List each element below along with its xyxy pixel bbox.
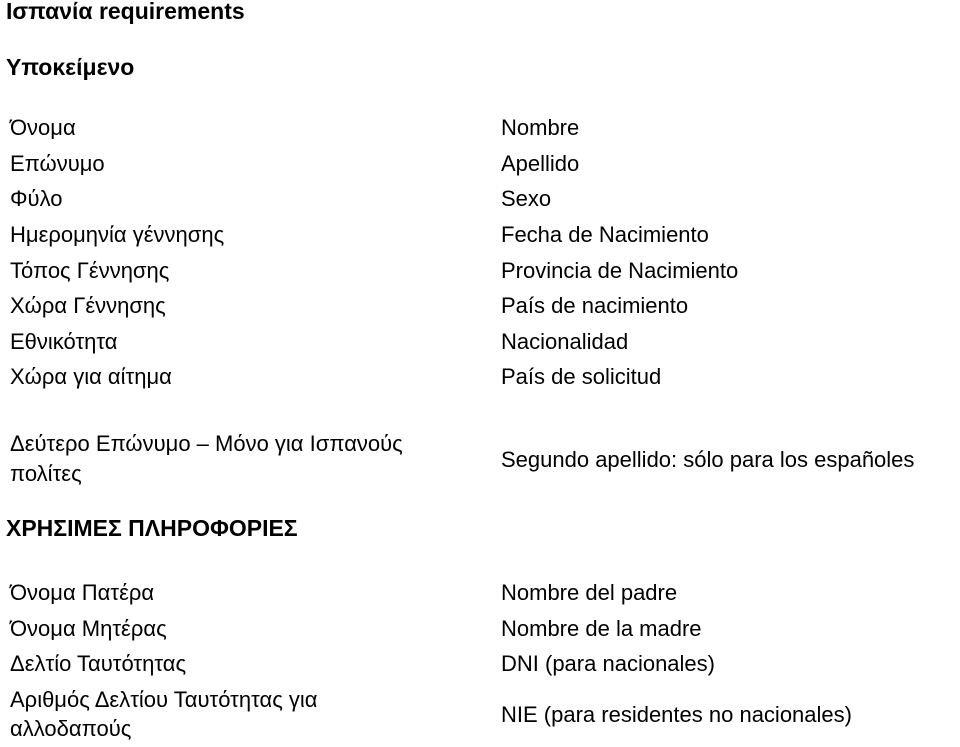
field-label-el: Όνομα — [10, 115, 76, 140]
field-label-es: Nombre — [501, 115, 580, 140]
field-label-el: Επώνυμο — [10, 151, 105, 176]
field-label-es: Nacionalidad — [501, 329, 629, 354]
field-label-es: Provincia de Nacimiento — [501, 258, 739, 283]
field-label-el: Όνομα Μητέρας — [10, 616, 167, 641]
section-heading-subject: Υποκείμενο — [6, 54, 135, 80]
field-label-el: Φύλο — [10, 186, 63, 211]
field-label-es: Nombre de la madre — [501, 616, 702, 641]
field-label-es: Fecha de Nacimiento — [501, 222, 709, 247]
field-label-el: Τόπος Γέννησης — [10, 258, 170, 283]
foreigner-id-label-es: NIE (para residentes no nacionales) — [501, 702, 852, 727]
field-label-el: Όνομα Πατέρα — [10, 580, 155, 605]
field-label-es: DNI (para nacionales) — [501, 651, 715, 676]
field-label-el: Ημερομηνία γέννησης — [10, 222, 225, 247]
field-label-es: Sexo — [501, 186, 552, 211]
field-label-el: Δελτίο Ταυτότητας — [10, 651, 187, 676]
field-label-es: País de nacimiento — [501, 293, 689, 318]
page-title: Ισπανία requirements — [6, 0, 245, 24]
field-label-el: Χώρα για αίτημα — [10, 364, 172, 389]
field-label-es: País de solicitud — [501, 364, 662, 389]
foreigner-id-label-el-line2: αλλοδαπούς — [10, 716, 132, 741]
second-surname-label-es: Segundo apellido: sólo para los españoles — [501, 447, 915, 472]
field-label-es: Apellido — [501, 151, 580, 176]
field-label-el: Χώρα Γέννησης — [10, 293, 166, 318]
field-label-el: Εθνικότητα — [10, 329, 118, 354]
second-surname-label-el-line2: πολίτες — [10, 461, 82, 486]
field-label-es: Nombre del padre — [501, 580, 678, 605]
second-surname-label-el-line1: Δεύτερο Επώνυμο – Μόνο για Ισπανούς — [10, 431, 403, 456]
section-heading-useful-info: ΧΡΗΣΙΜΕΣ ΠΛΗΡΟΦΟΡΙΕΣ — [6, 515, 298, 541]
foreigner-id-label-el-line1: Αριθμός Δελτίου Ταυτότητας για — [10, 687, 318, 712]
